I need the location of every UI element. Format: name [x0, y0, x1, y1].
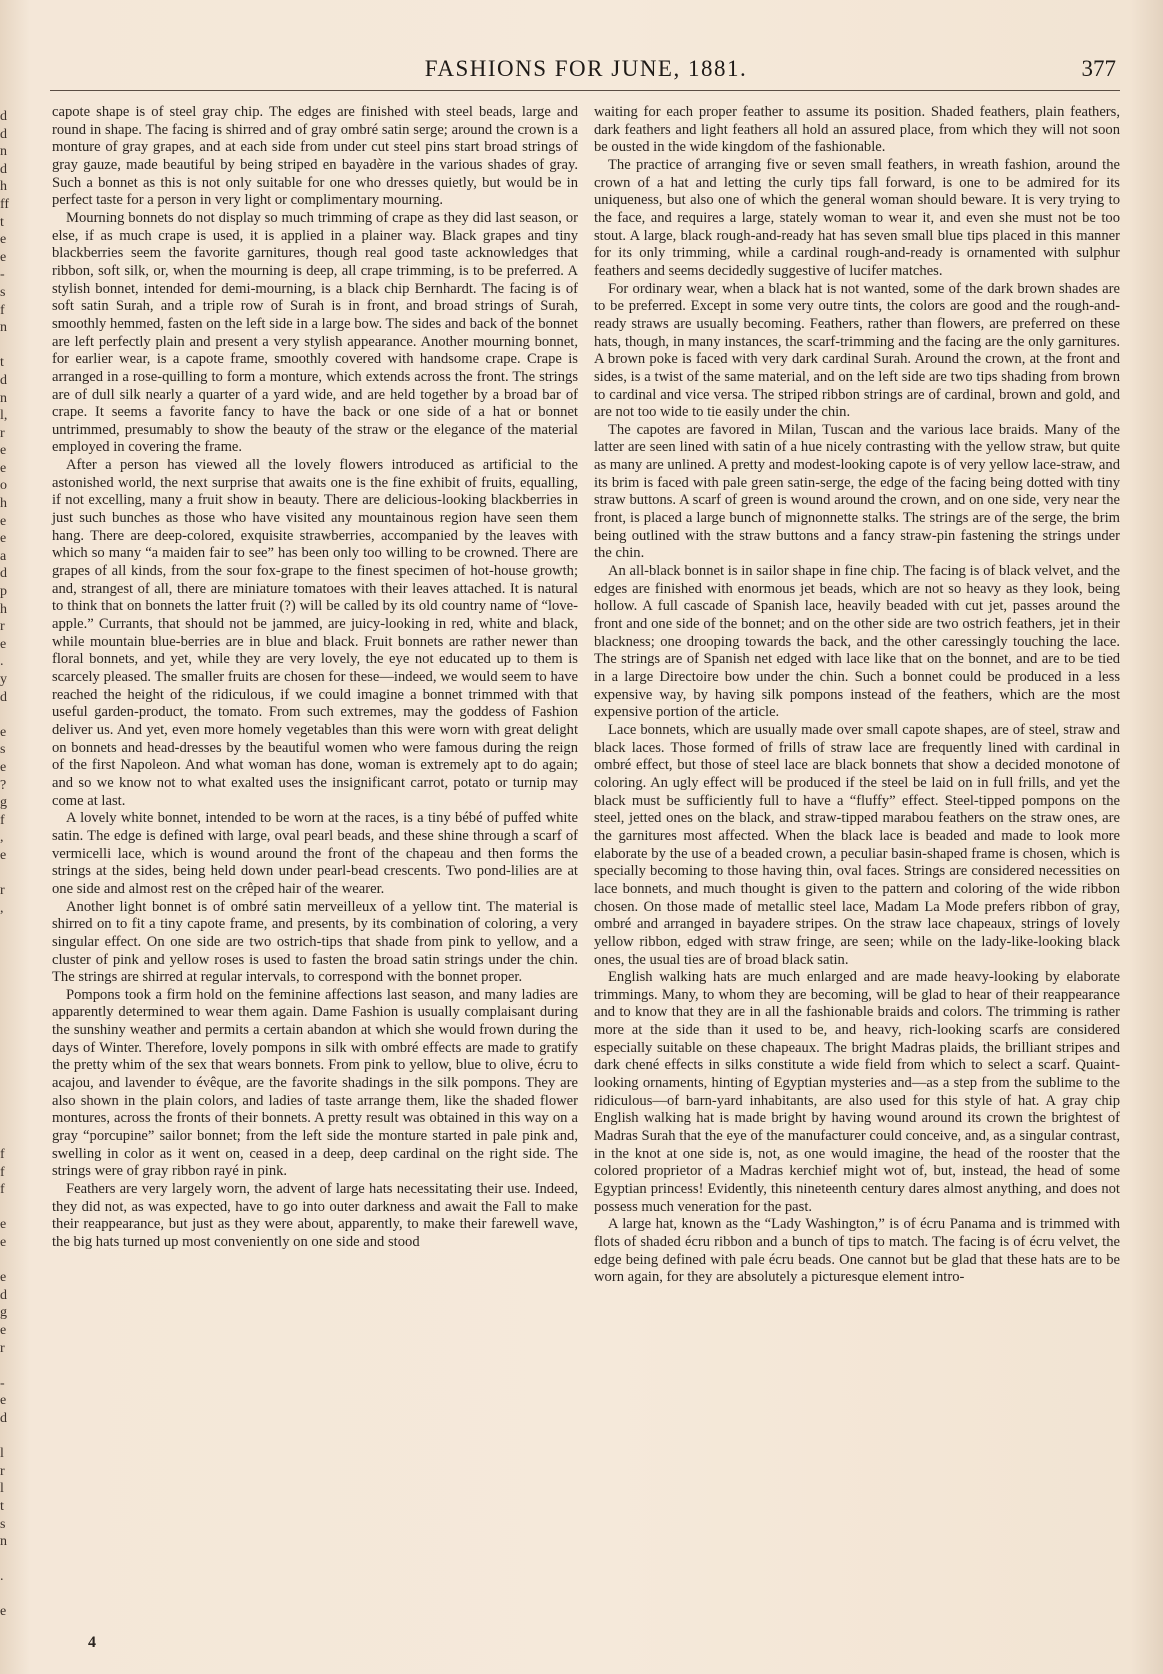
margin-fragment [0, 706, 20, 724]
margin-fragment: y [0, 672, 7, 687]
paragraph: English walking hats are much enlarged and are made heavy-looking by elaborate trimmings. Many, to whom they are becoming, will be glad to hear of their reappearance and to know that they are in all the fashionable braids and colors. The trimming is rather more at the side than it used to be, and heavy, rich-looking scarfs are considered especially suitable on these chapeaux. The bright Madras plaids, the brilliant stripes and dark chené effects in silks constitute a wide field from which to select a scarf. Quaint-looking ornaments, hinting of Egyptian mysteries and—as a step from the sublime to the ridiculous—of barn-yard inhabitants, are also used for this style of hat. A gray chip English walking hat is made bright by having wound around its crown the brightest of Madras Surah that the eye of the manufacturer could conceive, and, as a singular contrast, in the knot at one side is, not, as one would imagine, the head of the rooster that the colored proprietor of a Madras kerchief might wot of, but, instead, the head of some Egyptian princess! Evidently, this nineteenth century dares almost anything, and does not possess much veneration for the past. [594, 969, 1120, 1215]
margin-fragment: d [0, 1287, 7, 1303]
margin-fragment [0, 1005, 20, 1023]
paragraph: waiting for each proper feather to assume its position. Shaded feathers, plain feathers, dark feathers and light feathers all hold an assured place, from which they will not soon be ousted in the wide kingdom of the fashionable. [594, 104, 1120, 156]
margin-fragment: n [0, 320, 7, 336]
signature-mark: 4 [88, 1634, 96, 1651]
margin-fragment [0, 865, 20, 883]
margin-fragment: r [0, 1463, 5, 1479]
margin-fragment: e [0, 232, 7, 248]
margin-fragment: . [0, 654, 4, 670]
margin-fragment [0, 1111, 20, 1129]
paragraph: For ordinary wear, when a black hat is not wanted, some of the dark brown shades are to be preferred. Except in some very outre tints, the colors are good and the rough-and-ready straws are usually becoming. Feathers, rather than flowers, are preferred on these hats, though, in many instances, the scarf-trimming and the facing are the only garnitures. A brown poke is faced with very dark cardinal Surah. Around the crown, at the front and sides, is a twist of the same material, and on the left side are two tips shading from brown to cardinal and vice versa. The striped ribbon strings are of cardinal, brown and gold, and are not too wide to tie easily under the chin. [594, 280, 1120, 421]
previous-page-margin [0, 108, 20, 1620]
margin-fragment: s [0, 1516, 6, 1532]
right-column [594, 104, 1120, 1624]
margin-fragment: e [0, 759, 7, 775]
margin-fragment: l [0, 1446, 4, 1462]
margin-fragment: g [0, 795, 7, 811]
page-number: 377 [1081, 56, 1116, 81]
margin-fragment [0, 1428, 20, 1446]
margin-fragment: s [0, 742, 6, 758]
margin-fragment: d [0, 689, 7, 705]
margin-fragment: l [0, 1481, 4, 1497]
paragraph: Feathers are very largely worn, the advent of large hats necessitating their use. Indeed, they did not, as was expected, have to go into outer darkness and await the Fall to make their reappearance, but just as they were about, apparently, to make their farewell wave, the big hats turned up most conveniently on one side and stood [52, 1181, 578, 1250]
paragraph: capote shape is of steel gray chip. The edges are finished with steel beads, large and round in shape. The facing is shirred and of gray ombré satin serge; around the crown is a monture of gray grapes, and at each side from under cut steel pins start broad strings of gray gauze, made beautiful by being striped en bayadère in the various shades of gray. Such a bonnet as this is not only suitable for one who dresses quietly, but would be in perfect taste for a person in very light or complimentary mourning. [52, 104, 578, 209]
margin-fragment: e [0, 531, 7, 547]
margin-fragment: p [0, 584, 7, 600]
margin-fragment [0, 1586, 20, 1604]
margin-fragment [0, 1076, 20, 1094]
margin-fragment: , [0, 900, 4, 916]
margin-fragment: t [0, 1498, 4, 1514]
margin-fragment [0, 1252, 20, 1270]
paragraph: Pompons took a firm hold on the feminine affections last season, and many ladies are apparently determined to wear them again. Dame Fashion is usually complaisant during the sunshiny weather and permits a certain abandon at which she would frown during the days of Winter. Therefore, lovely pompons in silk with ombré effects are made to gratify the pretty whim of the sex that wears bonnets. From pink to yellow, blue to olive, écru to acajou, and lavender to évêque, are the favorite shadings in the silk pompons. They are also shown in the plain colors, and ladies of taste arrange them, like the shaded flower montures, across the fronts of their bonnets. A pretty result was obtained in this way on a gray “porcupine” sailor bonnet; from the left side the monture started in pale pink and, swelling in color as it went on, ceased in a deep, deep cardinal on the right side. The strings were of gray ribbon rayé in pink. [52, 986, 578, 1180]
margin-fragment: . [0, 1569, 4, 1585]
margin-fragment: g [0, 1305, 7, 1321]
margin-fragment: f [0, 1182, 5, 1198]
margin-fragment: e [0, 1270, 7, 1286]
paragraph: Lace bonnets, which are usually made over small capote shapes, are of steel, straw and black laces. Those formed of frills of straw lace are frequently lined with cardinal in ombré effect, but those of steel lace are black bonnets that show a decided monotone of coloring. An ugly effect will be produced if the steel be laid on in full frills, and yet the black must be sufficiently full to have a “fluffy” effect. Steel-tipped pompons on the steel, jetted ones on the black, and straw-tipped marabou feathers on the straw ones, are the garnitures most affected. When the black lace is beaded and made to look more elaborate by the use of a beaded crown, a peculiar basin-shaped frame is chosen, which is specially becoming to those having thin, oval faces. Strings are considered necessities on lace bonnets, and much thought is given to the pattern and coloring of the wide ribbon chosen. On those made of metallic steel lace, Madam La Mode prefers ribbon of gray, ombré and arranged in bayadere stripes. On the straw lace chapeaux, strings of lovely yellow ribbon, edged with straw fringe, are seen; while on the lady-like-looking black ones, the usual ties are of broad black satin. [594, 721, 1120, 968]
paragraph: Mourning bonnets do not display so much trimming of crape as they did last season, or else, if as much crape is used, it is applied in a plainer way. Black grapes and tiny blackberries seem the favorite garnitures, though real good taste acknowledges that ribbon, soft silk, or, when the mourning is deep, all crape trimming, is to be preferred. A stylish bonnet, intended for demi-mourning, is a black chip Bernhardt. The facing is of soft satin Surah, and a triple row of Surah is in front, and broad strings of Surah, smoothly hemmed, fasten on the left side in a large bow. The sides and back of the bonnet are left perfectly plain and present a very stylish appearance. Another mourning bonnet, for earlier wear, is a capote frame, smoothly covered with handsome crape. Crape is arranged in a rose-quilling to form a monture, which extends across the front. The strings are of dull silk nearly a quarter of a yard wide, and are held together by a broad bar of crape. It seems a favorite fancy to have the back or one side of a hat or bonnet untrimmed, presumably to show the beauty of the straw or the elegance of the material employed in covering the frame. [52, 209, 578, 456]
margin-fragment [0, 1093, 20, 1111]
margin-fragment: e [0, 724, 7, 740]
margin-fragment [0, 1128, 20, 1146]
margin-fragment: f [0, 1164, 5, 1180]
left-column [52, 104, 578, 1624]
paragraph: An all-black bonnet is in sailor shape in fine chip. The facing is of black velvet, and the edges are finished with enormous jet beads, which are not so heavy as they look, being hollow. A full cascade of Spanish lace, heavily beaded with cut jet, passes around the front and one side of the bonnet; and on the other side are two ostrich feathers, jet in their blackness; one drooping towards the back, and the other caressingly touching the lace. The strings are of Spanish net edged with lace like that on the bonnet, and are to be tied in a large Directoire bow under the chin. Such a bonnet could be produced in a less expensive way, by having silk pompons instead of the feathers, which are the most expensive portion of the article. [594, 563, 1120, 721]
margin-fragment: e [0, 1217, 7, 1233]
paragraph: A large hat, known as the “Lady Washington,” is of écru Panama and is trimmed with flots of shaded écru ribbon and a bunch of tips to match. The facing is of écru velvet, the edge being defined with pale écru beads. One cannot but be glad that these hats are to be worn again, for they are absolutely a picturesque element intro- [594, 1216, 1120, 1286]
margin-fragment: t [0, 214, 4, 230]
margin-fragment: d [0, 161, 7, 177]
margin-fragment: e [0, 636, 7, 652]
margin-fragment: r [0, 619, 5, 635]
paragraph: After a person has viewed all the lovely flowers introduced as artificial to the astonished world, the next surprise that awaits one is the fine exhibit of fruits, equalling, if not excelling, many a fruit show in beauty. There are delicious-looking blackberries in just such bunches as those who have visited any mountainous region have seen them hang. There are deep-colored, exquisite strawberries, accompanied by the leaves with which so many “a maiden fair to see” has been only too willing to be crowned. There are grapes of all kinds, from the sour fox-grape to the finest specimen of hot-house growth; and, strangest of all, there are miniature tomatoes with their leaves attached. It is natural to think that on bonnets the latter fruit (?) will be called by its old country name of “love-apple.” Currants, that should not be jammed, are juicy-looking in red, white and black, while mountain blue-berries are in blue and black. Fruit bonnets are rather newer than floral bonnets, and yet, while they are very lovely, the eye not educated up to them is scarcely pleased. The smaller fruits are chosen for these—indeed, we would seem to have reached the height of the ridiculous, if we could imagine a bonnet trimmed with that useful garden-product, the tomato. From such extremes, may the goddess of Fashion deliver us. And yet, even more homely vegetables than this were worn with great delight on bonnets and head-dresses by the beautiful women who were famous during the reign of the first Napoleon. And what woman has done, woman is extremely apt to do again; and so we know not to what exalted uses the insignificant carrot, potato or turnip may come at last. [52, 457, 578, 809]
margin-fragment [0, 988, 20, 1006]
margin-fragment [0, 337, 20, 355]
paragraph: The practice of arranging five or seven small feathers, in wreath fashion, around the crown of a hat and letting the curly tips fall forward, is one to be admired for its uniqueness, but also one of which the general woman should beware. It is very trying to the face, and requires a large, stately woman to wear it, and even she must not be too stout. A large, black rough-and-ready hat has seven small blue tips placed in this manner for its only trimming, while a cardinal rough-and-ready is ornamented with sulphur feathers and seems decidedly suggestive of lucifer matches. [594, 156, 1120, 279]
margin-fragment: e [0, 1235, 7, 1250]
margin-fragment: ? [0, 777, 7, 793]
paragraph: The capotes are favored in Milan, Tuscan and the various lace braids. Many of the latter are seen lined with satin of a hue nicely contrasting with the yellow straw, but quite as many are unlined. A pretty and modest-looking capote is of very yellow lace-straw, and its brim is faced with pale green satin-serge, the edge of the facing being dotted with tiny straw buttons. A scarf of green is wound around the crown, and on one side, very near the front, is placed a large bunch of mignonnette stalks. The strings are of the serge, the brim being outlined with the straw buttons and a fancy straw-pin fastening the strings under the chin. [594, 421, 1120, 562]
margin-fragment [0, 1040, 20, 1058]
margin-fragment: h [0, 496, 7, 512]
margin-fragment: d [0, 126, 7, 142]
margin-fragment: t [0, 355, 4, 371]
margin-fragment: f [0, 1147, 5, 1163]
margin-fragment: n [0, 390, 7, 406]
margin-fragment: e [0, 249, 7, 265]
margin-fragment: - [0, 1375, 5, 1391]
margin-fragment: r [0, 425, 5, 441]
margin-fragment: e [0, 1604, 7, 1620]
margin-fragment [0, 1199, 20, 1217]
running-header [52, 56, 1120, 88]
margin-fragment: a [0, 548, 7, 564]
margin-fragment: f [0, 812, 5, 828]
margin-fragment: h [0, 601, 7, 617]
margin-fragment: , [0, 830, 4, 846]
margin-fragment: e [0, 1393, 7, 1409]
margin-fragment: d [0, 372, 7, 388]
margin-fragment: e [0, 1322, 7, 1338]
margin-fragment: e [0, 847, 7, 863]
margin-fragment [0, 970, 20, 988]
margin-fragment [0, 953, 20, 971]
margin-fragment: e [0, 460, 7, 476]
margin-fragment: n [0, 144, 7, 160]
margin-fragment [0, 935, 20, 953]
margin-fragment: ff [0, 196, 10, 212]
margin-fragment: r [0, 883, 5, 899]
header-rule [50, 90, 1120, 91]
margin-fragment: o [0, 478, 7, 494]
margin-fragment: - [0, 267, 5, 283]
margin-fragment: d [0, 566, 7, 582]
margin-fragment: e [0, 513, 7, 529]
margin-fragment: l, [0, 408, 8, 424]
margin-fragment: h [0, 179, 7, 195]
margin-fragment [0, 1357, 20, 1375]
margin-fragment: r [0, 1340, 5, 1356]
paragraph: A lovely white bonnet, intended to be worn at the races, is a tiny bébé of puffed white satin. The edge is defined with large, oval pearl beads, and these shine through a scarf of vermicelli lace, which is wound around the front of the chapeau and then forms the strings at the sides, being held down under pearl-bead crescents. Two pond-lilies are at one side and almost rest on the crêped hair of the wearer. [52, 810, 578, 897]
margin-fragment: e [0, 443, 7, 459]
margin-fragment [0, 1023, 20, 1041]
margin-fragment [0, 1058, 20, 1076]
margin-fragment: d [0, 109, 7, 124]
margin-fragment: s [0, 284, 6, 300]
margin-fragment [0, 917, 20, 935]
margin-fragment [0, 1551, 20, 1569]
paragraph: Another light bonnet is of ombré satin merveilleux of a yellow tint. The material is shirred on to fit a tiny capote frame, and presents, by its combination of coloring, a very singular effect. On one side are two ostrich-tips that shade from pink to yellow, and a cluster of pink and yellow roses is used to fasten the broad satin strings under the chin. The strings are shirred at regular intervals, to correspond with the bonnet proper. [52, 898, 578, 986]
margin-fragment: n [0, 1534, 7, 1550]
page-title: FASHIONS FOR JUNE, 1881. [424, 56, 748, 81]
margin-fragment: f [0, 302, 5, 318]
margin-fragment: d [0, 1410, 7, 1426]
